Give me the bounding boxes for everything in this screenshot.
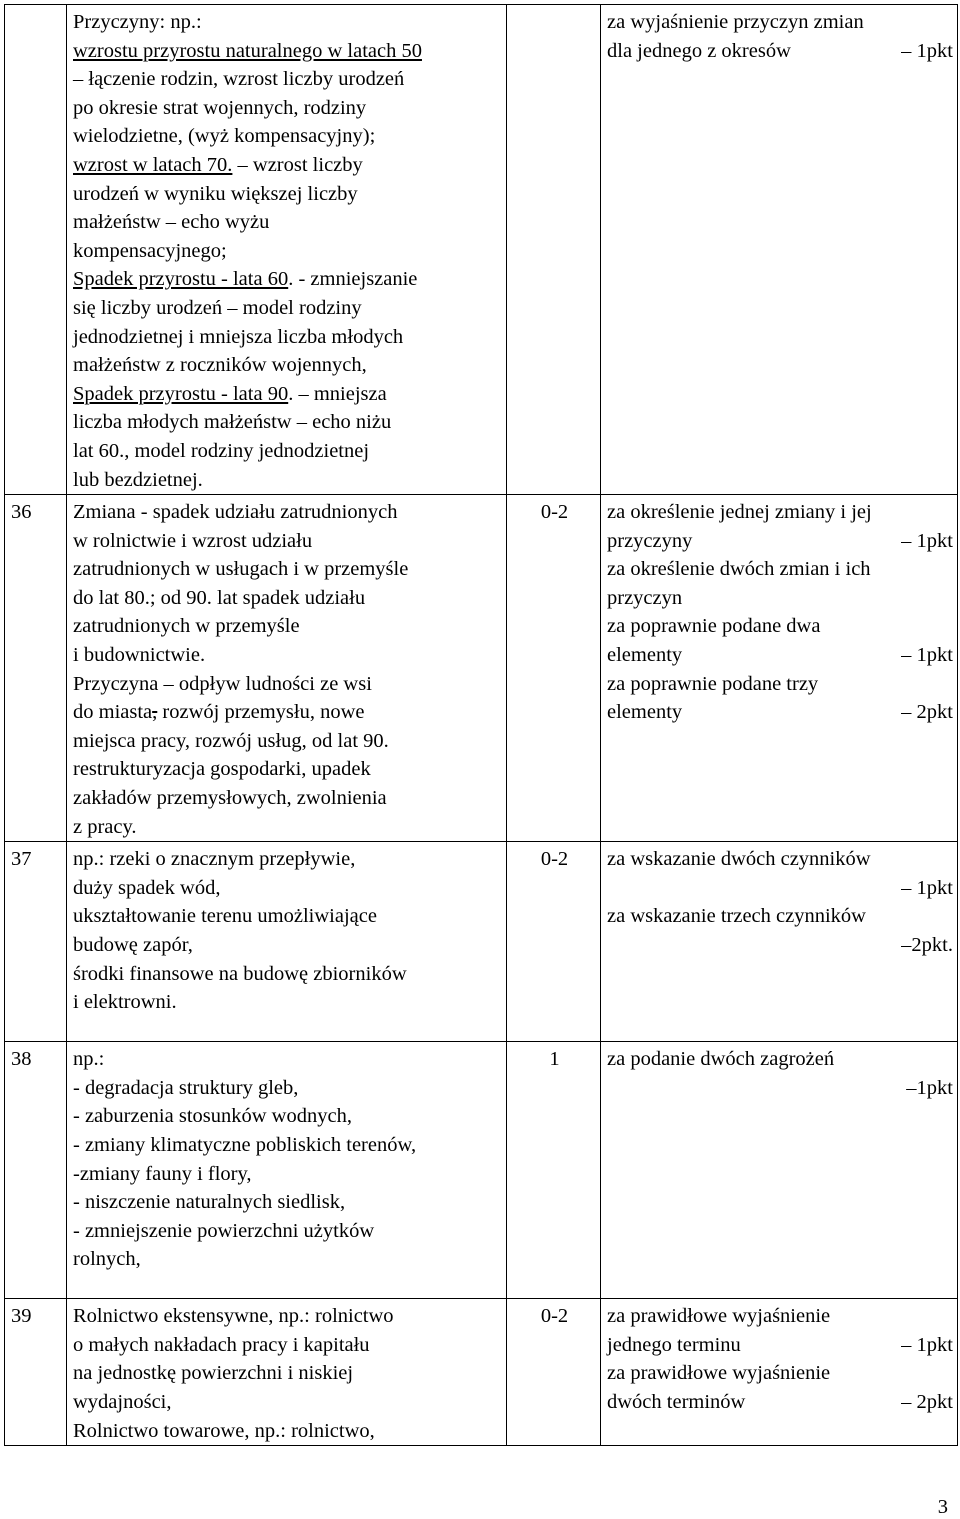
model-answer: Rolnictwo ekstensywne, np.: rolnictwo o małych nakładach pracy i kapitału na jednostkę powierzchni i niskiej wydajności, Rolnictwo towarowe, np.: rolnictwo,: [67, 1299, 507, 1446]
model-answer: Przyczyny: np.: wzrostu przyrostu naturalnego w latach 50 – łączenie rodzin, wzrost liczby urodzeń po okresie strat wojennych, rodziny wielodzietne, (wyż kompensacyjny); wzrost w latach 70. – wzrost liczby urodzeń w wyniku większej liczby małżeństw – echo wyżu kompensacyjnego; Spadek przyrostu - lata 60. - zmniejszanie się liczby urodzeń – model rodziny jednodzietnej i mniejsza liczba młodych małżeństw z roczników wojennych, Spadek przyrostu - lata 90. – mniejsza liczba młodych małżeństw – echo niżu lat 60., model rodziny jednodzietnej lub bezdzietnej.: [67, 5, 507, 495]
task-number: [5, 5, 67, 495]
points-range: 0-2: [507, 1299, 601, 1446]
points-range: 0-2: [507, 842, 601, 1042]
scoring-criteria: za określenie jednej zmiany i jej przyczyny – 1pkt za określenie dwóch zmian i ich przyczyn za poprawnie podane dwa elementy – 1pkt za poprawnie podane trzy elementy – 2pkt: [601, 495, 958, 842]
answer-key-table: [4, 4, 958, 1446]
model-answer: Zmiana - spadek udziału zatrudnionych w rolnictwie i wzrost udziału zatrudnionych w usługach i w przemyśle do lat 80.; od 90. lat spadek udziału zatrudnionych w przemyśle i budownictwie. Przyczyna – odpływ ludności ze wsi do miasta, rozwój przemysłu, nowe miejsca pracy, rozwój usług, od lat 90. restrukturyzacja gospodarki, upadek zakładów przemysłowych, zwolnienia z pracy.: [67, 495, 507, 842]
points-range: 1: [507, 1042, 601, 1299]
page-number: 3: [937, 1496, 948, 1518]
model-answer: np.: - degradacja struktury gleb, - zaburzenia stosunków wodnych, - zmiany klimatyczne pobliskich terenów, -zmiany fauny i flory, - niszczenie naturalnych siedlisk, - zmniejszenie powierzchni użytków rolnych,: [67, 1042, 507, 1299]
task-number: 36: [5, 495, 67, 842]
points-range: [507, 5, 601, 495]
scoring-criteria: za prawidłowe wyjaśnienie jednego terminu – 1pkt za prawidłowe wyjaśnienie dwóch terminów – 2pkt: [601, 1299, 958, 1446]
model-answer: np.: rzeki o znacznym przepływie, duży spadek wód, ukształtowanie terenu umożliwiające budowę zapór, środki finansowe na budowę zbiorników i elektrowni.: [67, 842, 507, 1042]
table-row: [5, 5, 958, 495]
task-number: 37: [5, 842, 67, 1042]
table-row: [5, 1299, 958, 1446]
scoring-criteria: za wyjaśnienie przyczyn zmian dla jednego z okresów – 1pkt: [601, 5, 958, 495]
scoring-criteria: za podanie dwóch zagrożeń –1pkt: [601, 1042, 958, 1299]
table-row: [5, 842, 958, 1042]
points-range: 0-2: [507, 495, 601, 842]
task-number: 39: [5, 1299, 67, 1446]
table-row: [5, 495, 958, 842]
task-number: 38: [5, 1042, 67, 1299]
table-row: [5, 1042, 958, 1299]
scoring-criteria: za wskazanie dwóch czynników – 1pkt za wskazanie trzech czynników –2pkt.: [601, 842, 958, 1042]
